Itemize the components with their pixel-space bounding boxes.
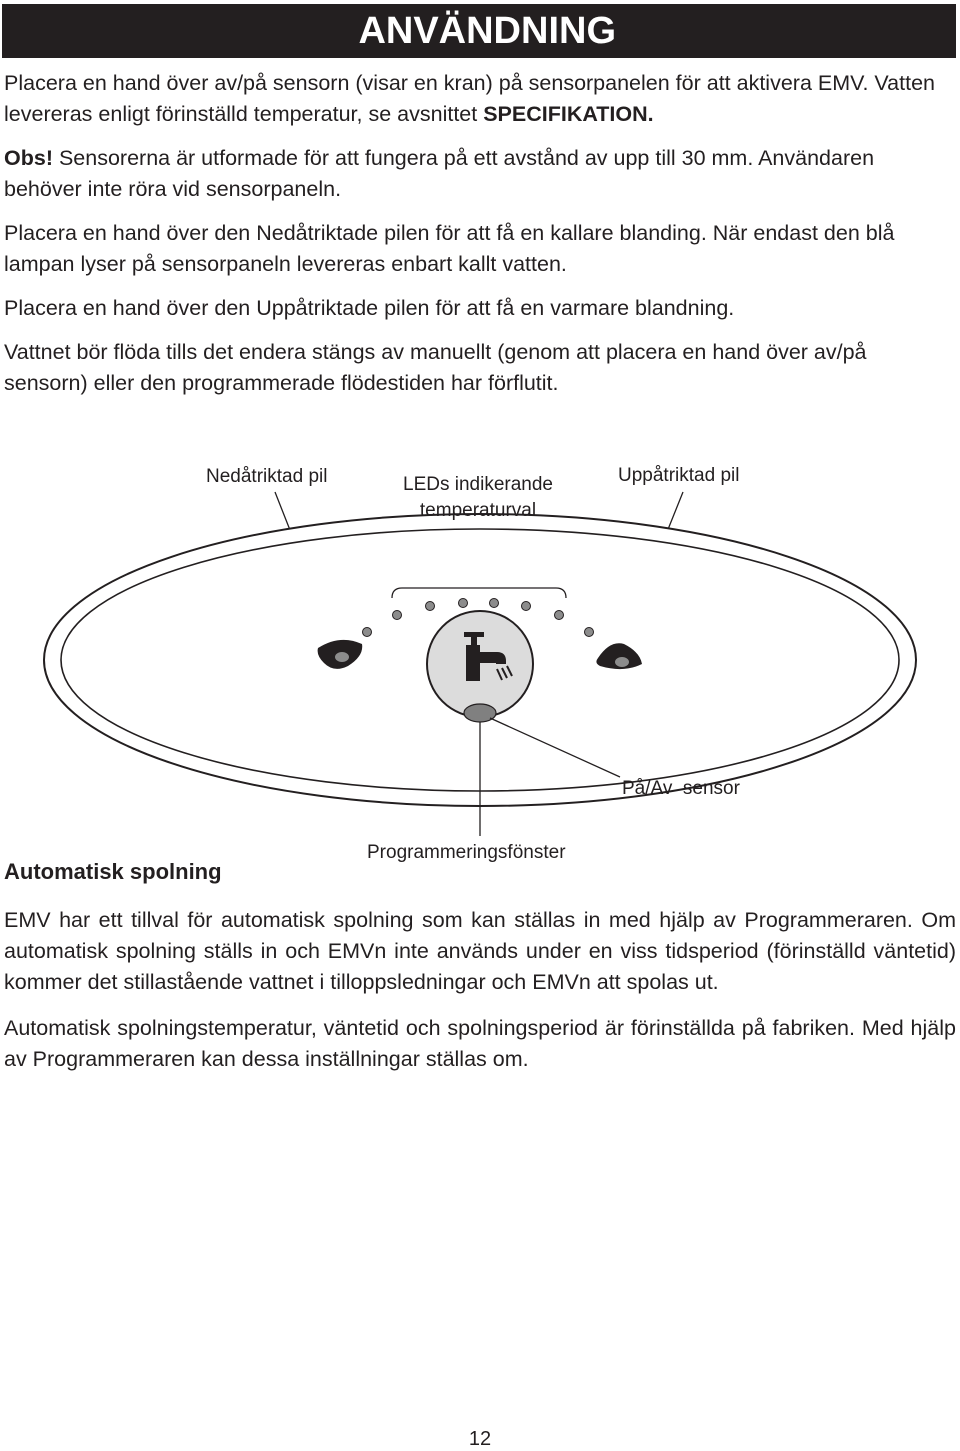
page-number: 12: [468, 1428, 492, 1450]
label-leds: [378, 472, 578, 524]
auto-flush-paragraph-2: Automatisk spolningstemperatur, väntetid och spolningsperiod är förinställda på fabriken. Med hjälp av Programmeraren kan dessa inställningar ställas om.: [4, 1016, 956, 1071]
auto-flush-paragraph-1: EMV har ett tillval för automatisk spolning som kan ställas in med hjälp av Programmeraren. Om automatisk spolning ställs in och EMVn inte används under en viss tidsperiod (förinställd väntetid) kommer det stillastående vattnet i tilloppsledningar och EMVn att spolas ut.: [4, 908, 956, 994]
note-text: Sensorerna är utformade för att fungera på ett avstånd av upp till 30 mm. Användaren behöver inte röra vid sensorpaneln.: [4, 146, 875, 201]
specification-reference: SPECIFIKATION.: [483, 102, 654, 126]
label-leds-line2: temperaturval: [419, 500, 537, 521]
label-on-off-sensor: På/Av sensor: [622, 778, 740, 799]
intro-p1-text: Placera en hand över av/på sensorn (visar en kran) på sensorpanelen för att aktivera EMV. Vatten levereras enligt förinställd temperatur, se avsnittet: [4, 71, 935, 126]
note-label: Obs!: [4, 146, 53, 170]
led-icon: [522, 602, 531, 611]
programming-window: [464, 704, 496, 722]
auto-flush-section: [4, 905, 956, 1075]
intro-paragraph-4: Placera en hand över den Uppåtriktade pilen för att få en varmare blandning.: [4, 296, 735, 320]
intro-paragraph-5: Vattnet bör flöda tills det endera stängs av manuellt (genom att placera en hand över av/på sensorn) eller den programmerade flödestiden har förflutit.: [4, 340, 867, 395]
label-up-arrow: Uppåtriktad pil: [618, 465, 740, 486]
led-icon: [393, 611, 402, 620]
led-icon: [459, 599, 468, 608]
intro-paragraph-3: Placera en hand över den Nedåtriktade pilen för att få en kallare blanding. När endast den blå lampan lyser på sensorpaneln levereras enbart kallt vatten.: [4, 221, 895, 276]
auto-flush-heading: Automatisk spolning: [4, 859, 222, 884]
led-icon: [363, 628, 372, 637]
led-icon: [490, 599, 499, 608]
label-programming-window: Programmeringsfönster: [367, 842, 566, 863]
label-down-arrow: Nedåtriktad pil: [206, 466, 328, 487]
led-icon: [426, 602, 435, 611]
page-title: ANVÄNDNING: [2, 4, 956, 58]
label-leds-line1: LEDs indikerande: [403, 474, 553, 495]
led-icon: [555, 611, 564, 620]
led-icon: [585, 628, 594, 637]
